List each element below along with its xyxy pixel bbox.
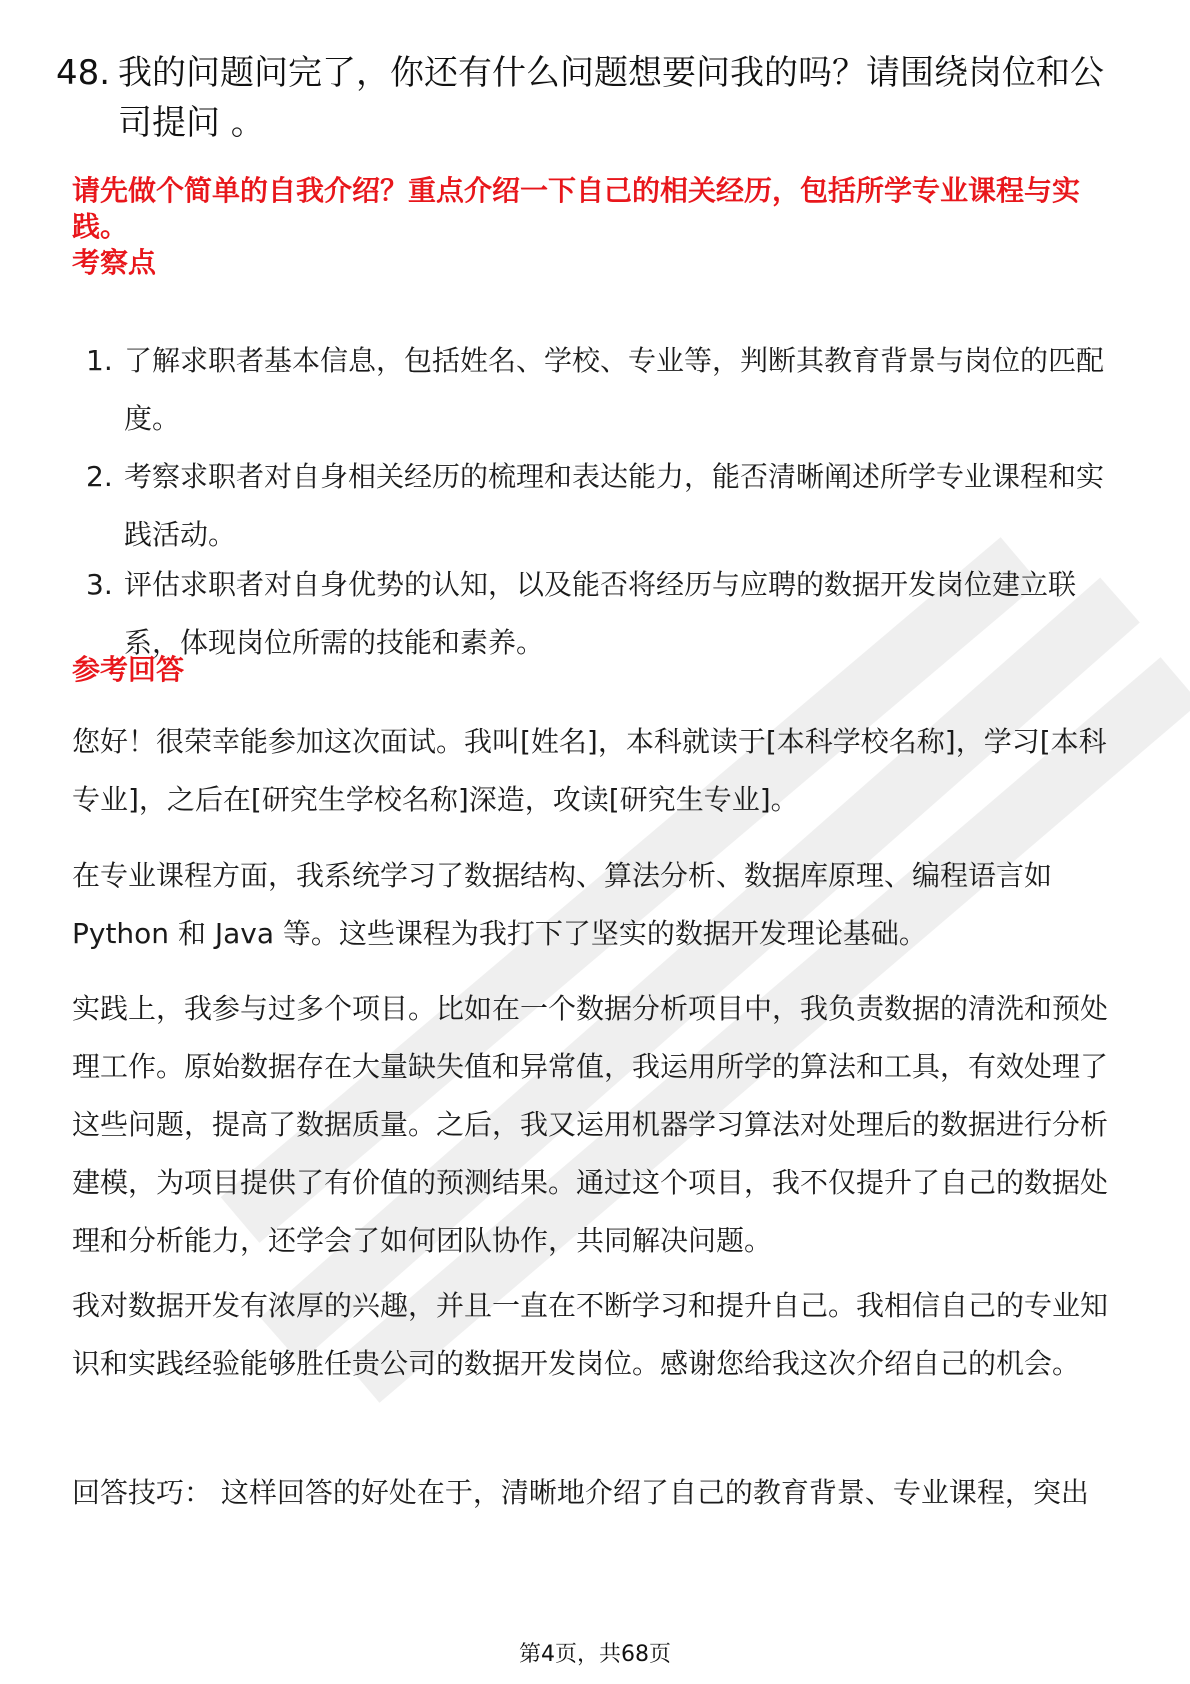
answer-paragraph: 在专业课程方面，我系统学习了数据结构、算法分析、数据库原理、编程语言如 Python 和 Java 等。这些课程为我打下了坚实的数据开发理论基础。 xyxy=(72,859,1053,950)
exam-points-label: 考察点 xyxy=(72,246,157,279)
answer-tips: 回答技巧： 这样回答的好处在于，清晰地介绍了自己的教育背景、专业课程，突出 xyxy=(72,1476,1089,1509)
list-item xyxy=(72,556,1122,672)
list-item xyxy=(72,448,1122,556)
answer-paragraph: 实践上，我参与过多个项目。比如在一个数据分析项目中，我负责数据的清洗和预处理工作。原始数据存在大量缺失值和异常值，我运用所学的算法和工具，有效处理了这些问题，提高了数据质量。之后，我又运用机器学习算法对处理后的数据进行分析建模，为项目提供了有价值的预测结果。通过这个项目，我不仅提升了自己的数据处理和分析能力，还学会了如何团队协作，共同解决问题。 xyxy=(72,992,1109,1257)
answer-label: 参考回答 xyxy=(72,653,185,686)
question-number: 48. xyxy=(56,53,111,93)
answer-paragraph: 我对数据开发有浓厚的兴趣，并且一直在不断学习和提升自己。我相信自己的专业知识和实践经验能够胜任贵公司的数据开发岗位。感谢您给我这次介绍自己的机会。 xyxy=(72,1289,1109,1380)
page-number: 第4页，共68页 xyxy=(519,1642,671,1667)
answer-paragraph: 您好！很荣幸能参加这次面试。我叫[姓名]，本科就读于[本科学校名称]，学习[本科专业]，之后在[研究生学校名称]深造，攻读[研究生专业]。 xyxy=(72,725,1107,816)
exam-points-list xyxy=(72,332,1122,672)
question-heading xyxy=(56,48,1136,148)
list-item-index: 3. xyxy=(86,568,113,601)
question-title: 我的问题问完了，你还有什么问题想要问我的吗？请围绕岗位和公司提问 。 xyxy=(118,53,1104,143)
list-item-text: 评估求职者对自身优势的认知，以及能否将经历与应聘的数据开发岗位建立联系，体现岗位所需的技能和素养。 xyxy=(124,568,1077,659)
list-item-index: 1. xyxy=(86,344,113,377)
list-item xyxy=(72,332,1122,448)
list-item-index: 2. xyxy=(86,460,113,493)
list-item-text: 了解求职者基本信息，包括姓名、学校、专业等，判断其教育背景与岗位的匹配度。 xyxy=(124,344,1105,435)
list-item-text: 考察求职者对自身相关经历的梳理和表达能力，能否清晰阐述所学专业课程和实践活动。 xyxy=(124,460,1105,551)
interview-question: 请先做个简单的自我介绍？重点介绍一下自己的相关经历，包括所学专业课程与实践。 xyxy=(72,174,1081,243)
